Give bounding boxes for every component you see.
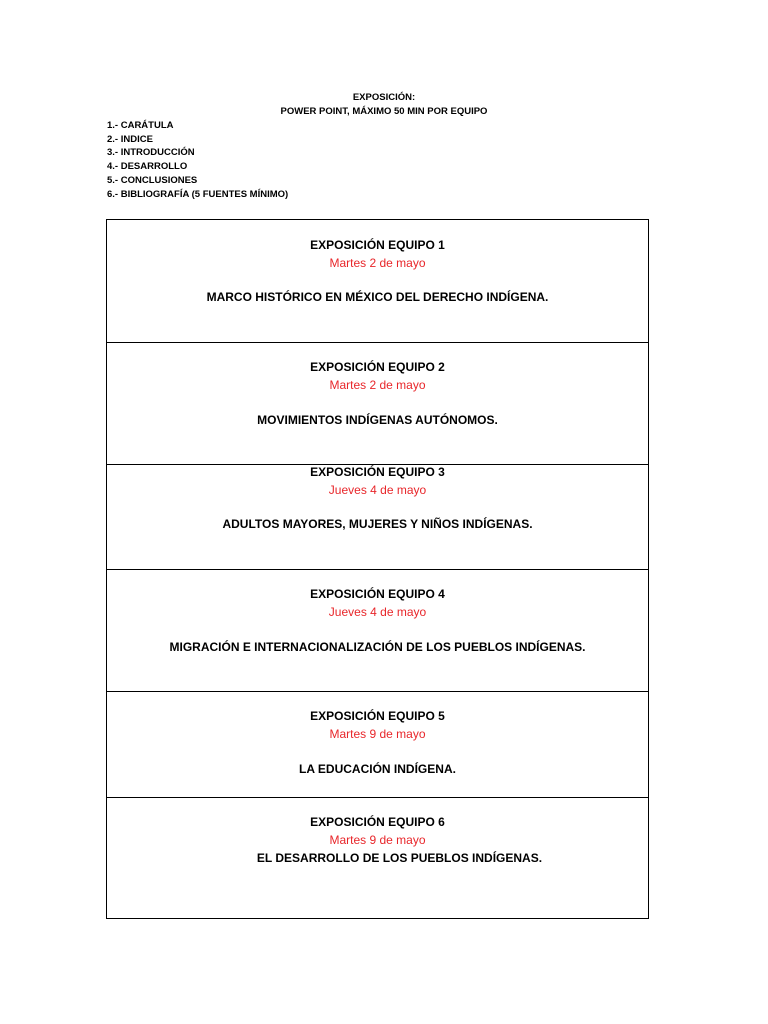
team-date: Martes 9 de mayo (329, 727, 426, 741)
requirements-list (107, 119, 288, 201)
requirement-item: 6.- BIBLIOGRAFÍA (5 FUENTES MÍNIMO) (107, 188, 289, 200)
team-title: EXPOSICIÓN EQUIPO 1 (310, 238, 445, 252)
page-title: EXPOSICIÓN: (352, 92, 416, 103)
team-topic: MARCO HISTÓRICO EN MÉXICO DEL DERECHO INDÍGENA. (206, 290, 549, 304)
team-topic: ADULTOS MAYORES, MUJERES Y NIÑOS INDÍGENAS. (222, 517, 533, 531)
team-cell-1 (107, 220, 648, 343)
team-date: Martes 9 de mayo (329, 833, 426, 847)
team-date: Jueves 4 de mayo (328, 605, 427, 619)
requirement-item: 4.- DESARROLLO (107, 161, 188, 173)
page-subtitle: POWER POINT, MÁXIMO 50 MIN POR EQUIPO (280, 106, 488, 117)
team-date: Martes 2 de mayo (329, 256, 426, 270)
team-title: EXPOSICIÓN EQUIPO 3 (310, 465, 445, 479)
team-date: Martes 2 de mayo (329, 378, 426, 392)
team-topic: MOVIMIENTOS INDÍGENAS AUTÓNOMOS. (257, 413, 498, 427)
team-title: EXPOSICIÓN EQUIPO 2 (310, 360, 445, 374)
team-topic: MIGRACIÓN E INTERNACIONALIZACIÓN DE LOS PUEBLOS INDÍGENAS. (169, 640, 586, 654)
team-cell-2 (107, 343, 648, 465)
team-date: Jueves 4 de mayo (328, 483, 427, 497)
team-cell-4 (107, 570, 648, 692)
requirement-item: 5.- CONCLUSIONES (107, 174, 198, 186)
team-cell-5 (107, 692, 648, 798)
team-title: EXPOSICIÓN EQUIPO 5 (310, 709, 445, 723)
requirement-item: 1.- CARÁTULA (107, 120, 174, 131)
team-topic: LA EDUCACIÓN INDÍGENA. (299, 762, 456, 776)
team-topic: EL DESARROLLO DE LOS PUEBLOS INDÍGENAS. (256, 851, 543, 865)
requirement-item: 2.- INDICE (107, 133, 153, 145)
team-cell-3 (107, 465, 648, 570)
team-cell-6 (107, 798, 648, 918)
requirement-item: 3.- INTRODUCCIÓN (107, 147, 195, 159)
team-title: EXPOSICIÓN EQUIPO 6 (310, 815, 445, 829)
exposition-schedule-table (106, 219, 649, 919)
team-title: EXPOSICIÓN EQUIPO 4 (310, 587, 445, 601)
